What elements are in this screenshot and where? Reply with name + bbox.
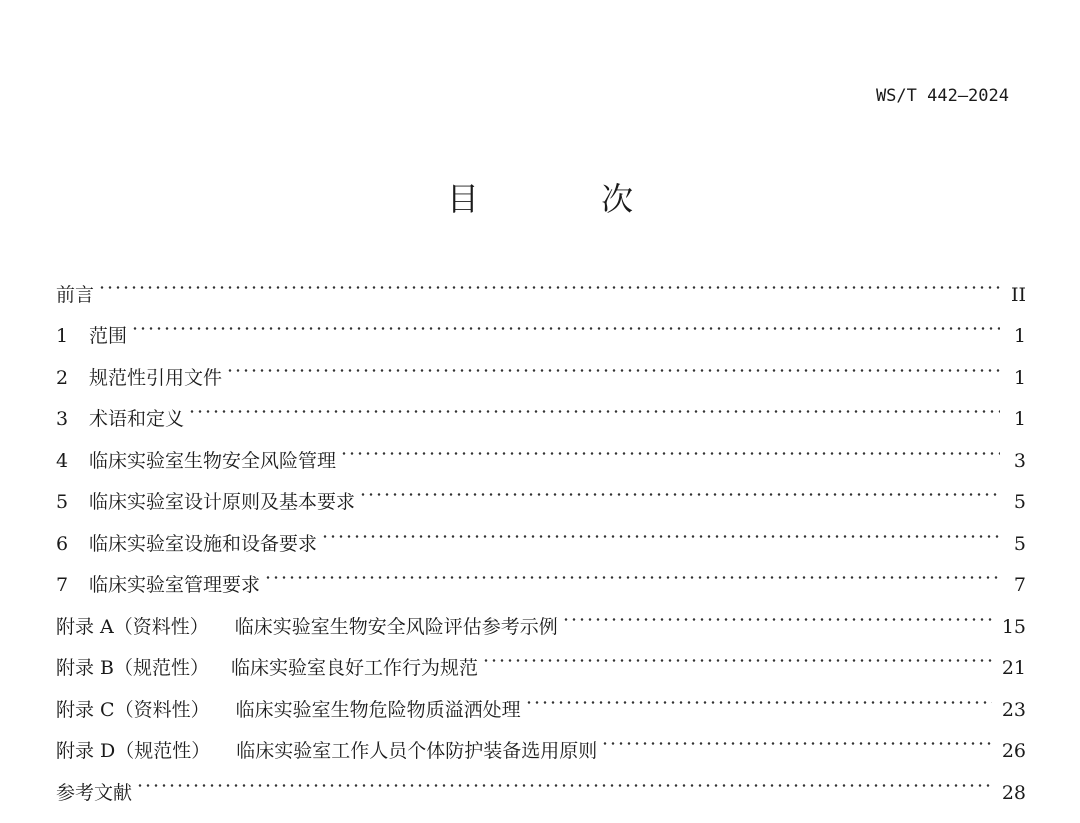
toc-entry-number: 7 xyxy=(56,574,69,596)
dot-leader xyxy=(188,384,1004,426)
toc-entry-terms-definitions[interactable] xyxy=(56,384,1026,430)
toc-entry-number: 5 xyxy=(56,491,69,513)
dot-leader xyxy=(136,757,996,799)
dot-leader xyxy=(340,425,1004,467)
toc-title: 目 次 xyxy=(446,180,690,218)
dot-leader xyxy=(226,342,1004,384)
dot-leader xyxy=(321,508,1004,550)
toc-entry-label: 临床实验室管理要求 xyxy=(89,574,261,596)
toc-entry-page: 3 xyxy=(1013,449,1026,472)
toc-entry-label: 临床实验室设施和设备要求 xyxy=(89,532,318,555)
toc-entry-bibliography[interactable] xyxy=(56,757,1026,804)
toc-entry-label: 术语和定义 xyxy=(89,408,185,430)
toc-entry-label: 范围 xyxy=(89,325,128,347)
toc-entry-label: 临床实验室设计原则及基本要求 xyxy=(89,491,356,513)
toc-entry-foreword[interactable] xyxy=(56,259,1026,306)
toc-entry-risk-management[interactable] xyxy=(56,425,1026,472)
toc-entry-label: 参考文献 xyxy=(56,781,133,804)
toc-entry-number: 6 xyxy=(56,532,69,555)
toc-entry-page: 28 xyxy=(1001,781,1026,804)
toc-entry-page: 23 xyxy=(1001,698,1026,721)
toc-entry-scope[interactable] xyxy=(56,301,1026,347)
document-code: WS/T 442—2024 xyxy=(875,86,1009,106)
toc-entry-number: 4 xyxy=(56,449,69,472)
toc-entry-label: 临床实验室生物危险物质溢洒处理 xyxy=(235,698,521,721)
dot-leader xyxy=(98,259,1004,301)
dot-leader xyxy=(264,550,1004,592)
toc-entry-page: 1 xyxy=(1013,325,1026,347)
toc-appendix-prefix: 附录 A（资料性） xyxy=(56,615,209,638)
toc-entry-label: 临床实验室良好工作行为规范 xyxy=(231,657,479,679)
toc-entry-page: 1 xyxy=(1013,366,1026,389)
toc-entry-number: 1 xyxy=(56,325,69,347)
toc-entry-page: 15 xyxy=(1001,615,1026,638)
toc-entry-page: 7 xyxy=(1013,574,1026,596)
toc-entry-page: 5 xyxy=(1013,491,1026,513)
toc-entry-page: II xyxy=(1010,283,1026,306)
dot-leader xyxy=(562,591,996,633)
toc-entry-page: 26 xyxy=(1001,740,1026,762)
toc-entry-page: 5 xyxy=(1013,532,1026,555)
dot-leader xyxy=(131,301,1004,343)
toc-entry-page: 21 xyxy=(1001,657,1026,679)
toc-entry-label: 临床实验室生物安全风险管理 xyxy=(89,449,337,472)
toc-list xyxy=(56,259,1026,804)
toc-entry-label: 前言 xyxy=(56,283,95,306)
toc-entry-number: 3 xyxy=(56,408,69,430)
toc-entry-label: 临床实验室生物安全风险评估参考示例 xyxy=(234,615,558,638)
toc-entry-label: 规范性引用文件 xyxy=(89,366,223,389)
dot-leader xyxy=(482,633,996,675)
toc-entry-normative-references[interactable] xyxy=(56,342,1026,389)
toc-appendix-prefix: 附录 D（规范性） xyxy=(56,740,211,762)
dot-leader xyxy=(601,716,996,758)
dot-leader xyxy=(359,467,1004,509)
toc-entry-label: 临床实验室工作人员个体防护装备选用原则 xyxy=(236,740,598,762)
dot-leader xyxy=(525,674,996,716)
toc-entry-page: 1 xyxy=(1013,408,1026,430)
toc-appendix-prefix: 附录 B（规范性） xyxy=(56,657,210,679)
toc-appendix-prefix: 附录 C（资料性） xyxy=(56,698,210,721)
toc-entry-number: 2 xyxy=(56,366,69,389)
